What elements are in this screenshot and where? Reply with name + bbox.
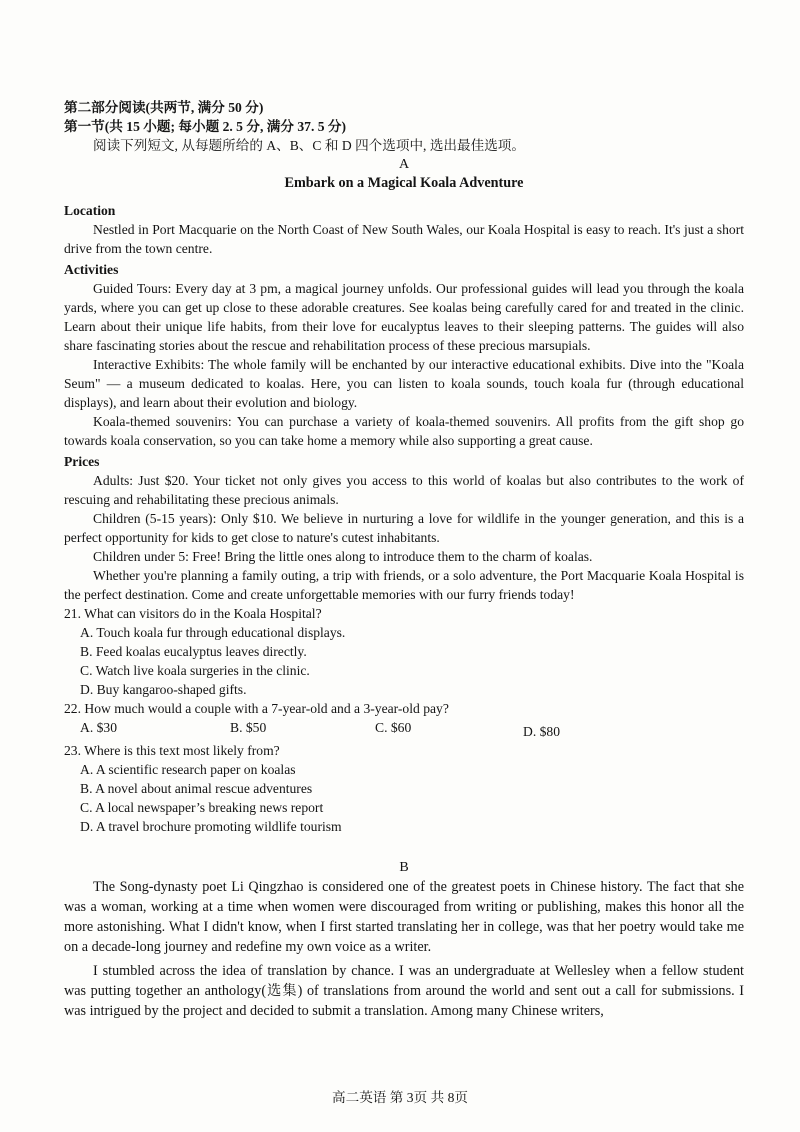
question-22: 22. How much would a couple with a 7-year-old and a 3-year-old pay?: [64, 701, 449, 716]
passage-b: [64, 877, 744, 1021]
adult-price-text: Adults: Just $20. Your ticket not only gives you access to this world of koalas but also contributes to the work of rescuing and rehabilitating these precious animals.: [64, 473, 744, 507]
question-23-option-b: B. A novel about animal rescue adventures: [80, 781, 313, 796]
prices-heading: Prices: [64, 454, 100, 469]
instruction-text: 阅读下列短文, 从每题所给的 A、B、C 和 D 四个选项中, 选出最佳选项。: [93, 138, 525, 153]
location-heading: Location: [64, 203, 116, 218]
children-price-text: Children (5-15 years): Only $10. We believe in nurturing a love for wildlife in the younger generation, and this is a perfect opportunity for kids to get close to nature's cutest inhabitants.: [64, 511, 744, 545]
part-heading: 第二部分阅读(共两节, 满分 50 分): [64, 100, 264, 115]
question-22-options: [80, 718, 744, 741]
question-22-option-d: D. $80: [523, 724, 561, 739]
page-content: [64, 98, 744, 1021]
souvenirs-text: Koala-themed souvenirs: You can purchase a variety of koala-themed souvenirs. All profits from the gift shop go towards koala conservation, so you can take home a memory while also supporting a great cause.: [64, 414, 744, 448]
guided-tours-text: Guided Tours: Every day at 3 pm, a magical journey unfolds. Our professional guides will lead you through the koala yards, where you can get up close to these adorable creatures. See koalas being carefully cared for and treated in the clinic. Learn about their unique life habits, from their love for eucalyptus leaves to their sleeping patterns. The guides will also share fascinating stories about the rescue and rehabilitation process of these precious marsupials.: [64, 281, 744, 353]
activities-heading: Activities: [64, 262, 119, 277]
children-under5-text: Children under 5: Free! Bring the little ones along to introduce them to the charm of koalas.: [93, 549, 593, 564]
question-21-option-d: D. Buy kangaroo-shaped gifts.: [80, 682, 247, 697]
closing-text: Whether you're planning a family outing, a trip with friends, or a solo adventure, the Port Macquarie Koala Hospital is the perfect destination. Come and create unforgettable memories with our furry friends today!: [64, 568, 744, 602]
question-22-option-a: A. $30: [80, 720, 118, 735]
question-22-option-b: B. $50: [230, 720, 267, 735]
passage-b-paragraph-1: The Song-dynasty poet Li Qingzhao is considered one of the greatest poets in Chinese history. The fact that she was a woman, working at a time when women were discouraged from writing or publishing, makes this honor all the more astonishing. What I didn't know, when I first started translating her in college, was that her poetry would take me on a decade-long journey and redefine my own voice as a writer.: [64, 879, 744, 955]
question-23-option-a: A. A scientific research paper on koalas: [80, 762, 296, 777]
question-21-option-c: C. Watch live koala surgeries in the clinic.: [80, 663, 310, 678]
location-text: Nestled in Port Macquarie on the North Coast of New South Wales, our Koala Hospital is easy to reach. It's just a short drive from the town centre.: [64, 222, 744, 256]
section-heading: 第一节(共 15 小题; 每小题 2. 5 分, 满分 37. 5 分): [64, 119, 347, 134]
passage-b-letter: B: [399, 860, 409, 875]
passage-b-paragraph-2: I stumbled across the idea of translation by chance. I was an undergraduate at Wellesley when a fellow student was putting together an anthology(选集) of translations from around the world and sent out a call for submissions. I was intrigued by the project and decided to submit a translation. Among many Chinese writers,: [64, 963, 744, 1019]
passage-a-letter: A: [398, 157, 410, 172]
question-22-option-c: C. $60: [375, 720, 412, 735]
question-23-option-d: D. A travel brochure promoting wildlife tourism: [80, 819, 342, 834]
question-23-option-c: C. A local newspaper’s breaking news report: [80, 800, 324, 815]
question-21: 21. What can visitors do in the Koala Hospital?: [64, 606, 322, 621]
question-23: 23. Where is this text most likely from?: [64, 743, 280, 758]
question-21-option-a: A. Touch koala fur through educational displays.: [80, 625, 346, 640]
interactive-exhibits-text: Interactive Exhibits: The whole family will be enchanted by our interactive educational exhibits. Dive into the "Koala Seum" — a museum dedicated to koalas. Here, you can listen to koala sounds, touch koala fur (through educational displays), and learn about their evolution and biology.: [64, 357, 744, 410]
question-21-option-b: B. Feed koalas eucalyptus leaves directly.: [80, 644, 307, 659]
page-footer: 高二英语 第 3页 共 8页: [332, 1090, 468, 1105]
passage-a-title: Embark on a Magical Koala Adventure: [284, 175, 524, 191]
